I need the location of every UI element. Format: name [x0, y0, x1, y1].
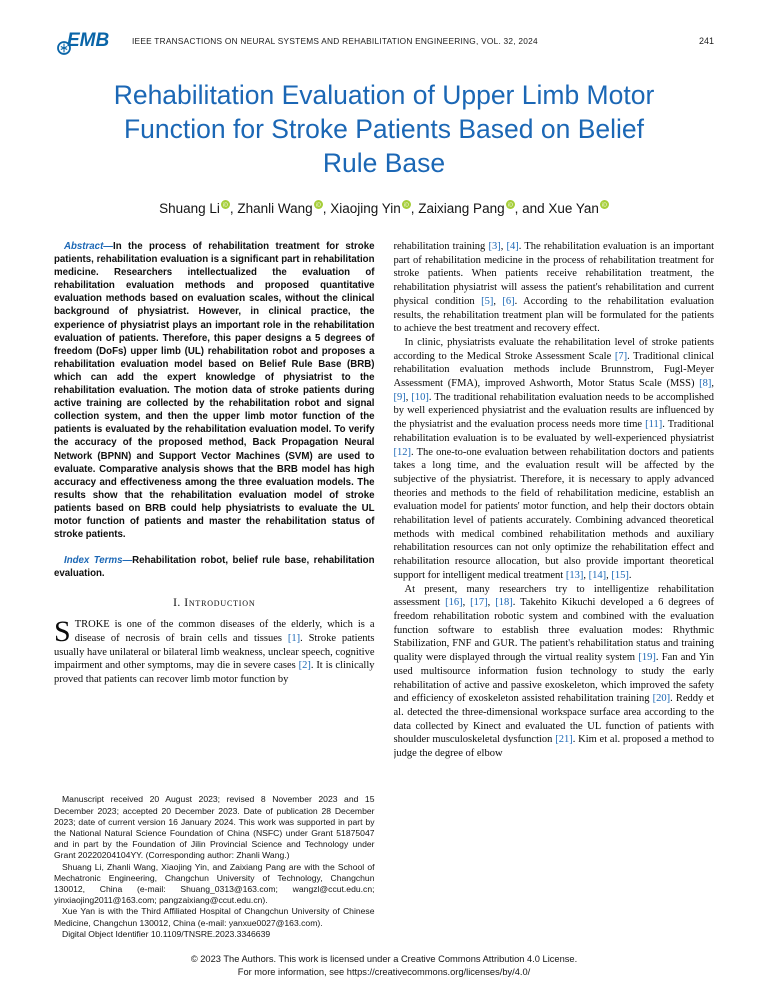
footnote: Digital Object Identifier 10.1109/TNSRE.2023.3346639	[62, 928, 271, 939]
citation-link[interactable]: [4]	[506, 241, 519, 252]
citation-link[interactable]: [10]	[411, 391, 429, 403]
author-name: Zhanli Wang	[237, 201, 313, 216]
orcid-icon[interactable]	[506, 200, 515, 209]
svg-text:iD: iD	[315, 202, 321, 209]
intro-paragraph: STROKE is one of the common diseases of the elderly, which is a disease of necrosis of brain cells and tissues [1]. Stroke patients usually have unilateral or bilateral limb weakness, unclear speech, cognitive impairment and other symptoms, may die in severe cases [2]. It is clinically proved that patients can recover limb motor function by	[54, 615, 375, 686]
orcid-icon[interactable]	[600, 200, 609, 209]
orcid-icon[interactable]	[314, 200, 323, 209]
footnote: Xue Yan is with the Third Affiliated Hospital of Changchun University of Chinese Medicine, Changchun 130012, China (e-mail: yanxue0027@163.com).	[54, 906, 375, 928]
citation-link[interactable]: [9]	[393, 391, 406, 403]
body-paragraph: rehabilitation training [3], [4]. The rehabilitation evaluation is an important part of rehabilitation medicine in the process of rehabilitation treatment for stroke patients. When patients receive rehabilitation treatment, the rehabilitation physiatrist will assess the patient's rehabilitation and current physical condition [5], [6]. According to the rehabilitation evaluation results, the rehabilitation treatment plan will be formulated for the patients to achieve the best treatment and recovery effect.	[393, 241, 714, 335]
author-name: Xue Yan	[548, 201, 599, 216]
section-heading	[54, 597, 375, 609]
footnote: Shuang Li, Zhanli Wang, Xiaojing Yin, and Zaixiang Pang are with the School of Mechatronic Engineering, Changchun University of Technology, Changchun 130012, China (e-mail: Shuang_0313@163.com; wangzl@ccut.edu.cn; yinxiaojing2011@163.com; pangzaixiang@ccut.edu.cn).	[54, 861, 375, 906]
orcid-icon[interactable]	[402, 200, 411, 209]
drop-cap: S	[54, 615, 71, 649]
svg-text:iD: iD	[222, 202, 228, 209]
section-title: Introduction	[184, 597, 256, 610]
index-terms-text: Rehabilitation robot, belief rule base, rehabilitation evaluation.	[54, 555, 375, 580]
citation-link[interactable]: [8]	[699, 378, 712, 390]
citation-link[interactable]: [1]	[287, 633, 301, 645]
body-paragraph: In clinic, physiatrists evaluate the rehabilitation level of stroke patients according to the Medical Stroke Assessment Scale [7]. Traditional clinical rehabilitation evaluation methods include Brunnstrom, Fugl-Meyer Assessment (FMA), improved Ashworth, Motor Status Scale (MSS) [8], [9], [10]. The traditional rehabilitation evaluation needs to be accomplished by well experienced physiatrist and the evaluation results are influenced by the physiatrist and the evaluation process needs more time [11]. Traditional rehabilitation evaluation is to be evaluated by well-experienced physiatrist [12]. The one-to-one evaluation between rehabilitation doctors and patients takes a long time, and the evaluation result will be affected by the subjective of the physiatrist. Therefore, it is necessary to apply advanced theories and methods to the field of rehabilitation medicine, establish an evaluation model for patients' motor function, and help their doctors obtain rehabilitation level of patients accurately. Combining advanced theoretical methods with medical combined rehabilitation methods and auxiliary rehabilitation resources can not only optimize the rehabilitation effect and rehabilitation resource allocation, but also provide important theoretical support for intelligent medical treatment [13], [14], [15].	[393, 336, 714, 581]
license-line-1: © 2023 The Authors. This work is licensed under a Creative Commons Attribution 4.0 License.	[190, 954, 578, 964]
page-header	[54, 26, 714, 56]
citation-link[interactable]: [6]	[502, 295, 515, 307]
embs-logo	[54, 26, 124, 56]
first-page-footnotes	[54, 794, 375, 940]
embs-logo-graphic	[54, 26, 124, 56]
paper-title: Rehabilitation Evaluation of Upper Limb Motor Function for Stroke Patients Based on Belief Rule Base	[113, 80, 655, 178]
citation-link[interactable]: [18]	[495, 597, 513, 609]
two-column-body	[54, 240, 714, 940]
author-name: Xiaojing Yin	[330, 201, 401, 216]
index-terms-label: Index Terms—	[64, 555, 133, 567]
citation-link[interactable]: [12]	[393, 446, 411, 458]
body-paragraphs	[394, 240, 715, 761]
citation-link[interactable]: [21]	[555, 734, 573, 746]
abstract-text: In the process of rehabilitation treatment for stroke patients, rehabilitation evaluation is a significant part in rehabilitation medicine. Researchers intellectualized the evaluation of rehabilitation evaluation methods and proposed quantitative evaluation methods based on evaluation scales, without the clinical background of physiatrist. However, in clinical practice, the experience of physiatrist plays an important role in the rehabilitation evaluation of patients. Therefore, this paper designs a 5 degrees of freedom (DoFs) upper limb (UL) rehabilitation robot and proposes a rehabilitation evaluation model based on Belief Rule Base (BRB) which can add the expert knowledge of physiatrist to the rehabilitation evaluation. The motion data of stroke patients during active training are collected by the rehabilitation robot and signal collection system, and then the upper limb motor function of the patients is evaluated by the rehabilitation evaluation model. To verify the accuracy of the proposed method, Back Propagation Neural Network (BPNN) and Support Vector Machines (SVM) are used to evaluate. Comparative analysis shows that the BRB model has high accuracy and effectiveness among the three evaluation models. The results show that the rehabilitation evaluation model of stroke patients based on BRB could help physiatrists to evaluate the UL motor function of patients and master the rehabilitation status of stroke patients.	[54, 241, 375, 541]
citation-link[interactable]: [17]	[470, 597, 488, 609]
citation-link[interactable]: [5]	[481, 295, 494, 307]
citation-link[interactable]: [2]	[298, 660, 311, 672]
license-line-2: For more information, see https://creativecommons.org/licenses/by/4.0/	[237, 966, 531, 977]
citation-link[interactable]: [14]	[588, 569, 607, 581]
citation-link[interactable]: [19]	[638, 652, 656, 664]
left-column	[54, 240, 375, 940]
right-column	[394, 240, 715, 940]
footnote: Manuscript received 20 August 2023; revised 8 November 2023 and 15 December 2023; accepted 20 December 2023. Date of publication 28 December 2023; date of current version 16 January 2024. This work was supported in part by the National Natural Science Foundation of China (NSFC) under Grant 51875047 and in part by the Foundation of Jilin Provincial Science and Technology under Grant 20220204104YY. (Corresponding author: Zhanli Wang.)	[54, 794, 375, 861]
citation-link[interactable]: [7]	[614, 350, 628, 362]
body-paragraph: At present, many researchers try to intelligentize rehabilitation assessment [16], [17], [18]. Takehito Kikuchi developed a 6 degrees of freedom rehabilitation robotic system and combined with the evaluation function software to establish three evaluation modes: Rhythmic Stabilization, FNF and GUR. The patient's rehabilitation status and training quality were displayed through the virtual reality system [19]. Fan and Yin used multisource information fusion technology to study the early rehabilitation of active and passive exoskeleton, which improved the safety and efficiency of exoskeleton assisted rehabilitation training [20]. Reddy et al. detected the three-dimensional workspace surface area according to the data collected by Kinect and evaluated the UL function of patients with shoulder musculoskeletal dysfunction [21]. Kim et al. proposed a method to judge the degree of elbow	[393, 583, 714, 760]
intro-paragraphs	[54, 615, 375, 687]
page-number: 241	[698, 36, 714, 46]
author-name: Shuang Li	[159, 201, 220, 216]
authors-line: Shuang Li iD , Zhanli Wang iD , Xiaojing Yin iD , Zaixiang Pang iD , and Xue Yan iD	[54, 200, 714, 216]
abstract	[54, 240, 375, 541]
citation-link[interactable]: [3]	[488, 241, 501, 252]
svg-text:iD: iD	[602, 202, 607, 209]
citation-link[interactable]: [20]	[652, 693, 671, 705]
orcid-icon[interactable]	[221, 200, 230, 209]
index-terms	[54, 554, 375, 580]
license-footer	[0, 953, 768, 978]
citation-link[interactable]: [16]	[445, 597, 463, 609]
citation-link[interactable]: [13]	[565, 569, 584, 581]
citation-link[interactable]: [15]	[611, 569, 629, 581]
journal-title: IEEE TRANSACTIONS ON NEURAL SYSTEMS AND REHABILITATION ENGINEERING, VOL. 32, 2024	[132, 36, 538, 46]
svg-text:iD: iD	[403, 202, 409, 209]
section-number: I.	[173, 597, 181, 610]
citation-link[interactable]: [11]	[645, 419, 663, 431]
abstract-label: Abstract—	[64, 241, 113, 252]
author-name: Zaixiang Pang	[418, 201, 505, 216]
svg-text:iD: iD	[507, 202, 513, 209]
svg-text:EMB: EMB	[67, 30, 110, 51]
